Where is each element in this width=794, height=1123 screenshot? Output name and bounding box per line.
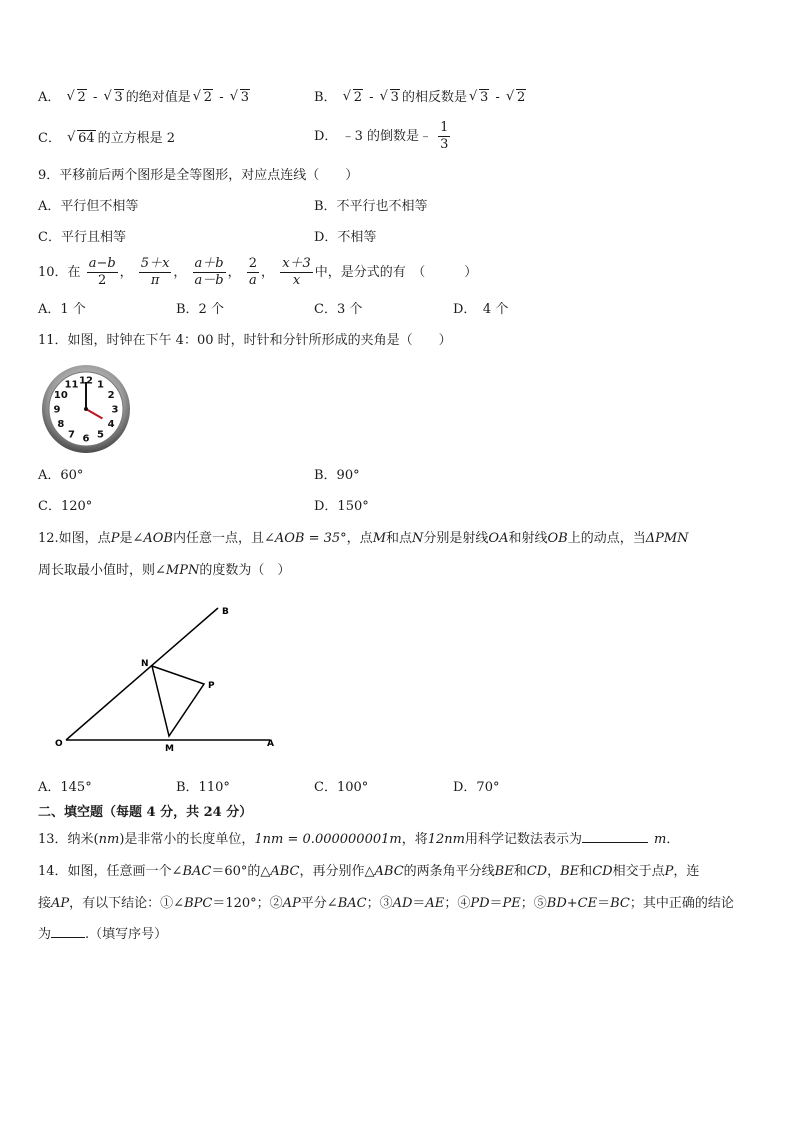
clock-figure [40, 363, 132, 455]
q8-option-a: A． √ 2 - √ 3 的绝对值是√ 2 - √ 3 [38, 88, 252, 108]
clock-number: 4 [107, 419, 115, 430]
option-label: A． [38, 90, 61, 105]
q12-option-b: B．110° [176, 780, 230, 795]
q10-option-a: A．1 个 [38, 302, 86, 317]
q14-line2: 接AP，有以下结论：①∠BPC＝120°；②AP平分∠BAC；③AD＝AE；④PD＝PE；⑤BD+CE＝BC；其中正确的结论 [38, 896, 734, 911]
label-a: A [267, 739, 274, 749]
sqrt-2: √ 2 [67, 88, 87, 108]
q14-line1: 14．如图，任意画一个∠BAC＝60°的△ABC，再分别作△ABC的两条角平分线BE和CD，BE和CD相交于点P，连 [38, 864, 700, 879]
q9-stem: 9．平移前后两个图形是全等图形，对应点连线（ ） [38, 168, 359, 183]
q12-stem-line2: 周长取最小值时，则∠MPN的度数为（ ） [38, 563, 291, 578]
q11-stem: 11．如图，时钟在下午 4：00 时，时针和分针所形成的夹角是（ ） [38, 333, 452, 348]
q9-option-b: B．不平行也不相等 [314, 199, 428, 214]
clock-number: 12 [79, 375, 93, 387]
fraction: $\frac{5+x}{\pi}$ [140, 256, 170, 288]
clock-number: 7 [68, 429, 75, 441]
q14-line3: 为 .（填写序号） [38, 927, 168, 942]
clock-number: 5 [97, 429, 104, 441]
answer-blank[interactable] [51, 937, 85, 938]
q9-option-a: A．平行但不相等 [38, 199, 139, 214]
q12-option-c: C．100° [314, 780, 369, 795]
clock-number: 8 [57, 419, 65, 430]
q8-option-c: C． √ 64 的立方根是 2 [38, 129, 175, 149]
answer-blank[interactable] [582, 842, 648, 843]
fraction: $\frac{2}{a}$ [248, 256, 258, 288]
q11-option-b: B．90° [314, 468, 360, 483]
section-title: 二、填空题（每题 4 分，共 24 分） [38, 805, 253, 820]
q13-stem: 13．纳米(nm)是非常小的长度单位，1nm = 0.000000001m，将12nm用科学记数法表示为 m． [38, 832, 680, 847]
q12-option-d: D．70° [453, 780, 500, 795]
clock-number: 9 [53, 404, 61, 416]
q12-option-a: A．145° [38, 780, 92, 795]
q10-option-d: D． 4 个 [453, 302, 509, 317]
q10-option-c: C．3 个 [314, 302, 363, 317]
triangle-pmn [152, 666, 204, 736]
label-o: O [55, 739, 63, 749]
sqrt-3: √ 3 [104, 88, 124, 108]
clock-number: 2 [107, 390, 115, 401]
clock-number: 1 [97, 379, 104, 391]
q9-option-c: C．平行且相等 [38, 230, 126, 245]
ray-ob [66, 608, 218, 740]
q10-option-b: B．2 个 [176, 302, 224, 317]
q8-option-d: D． ﹣3 的倒数是﹣ $\frac{1}{3}$ [314, 120, 449, 152]
fraction-one-third: $\frac{1}{3}$ [440, 120, 449, 152]
q11-option-c: C．120° [38, 499, 93, 514]
label-m: M [165, 744, 174, 752]
clock-center [84, 407, 88, 411]
fraction: $\frac{a-b}{2}$ [88, 256, 116, 288]
label-n: N [141, 659, 149, 669]
q8-option-b: B． √ 2 - √ 3 的相反数是√ 3 - √ 2 [314, 88, 528, 108]
angle-figure [48, 600, 288, 752]
clock-number: 11 [64, 379, 79, 391]
label-p: P [208, 681, 215, 691]
q11-option-a: A．60° [38, 468, 84, 483]
q11-option-d: D．150° [314, 499, 369, 514]
q12-stem-line1: 12.如图，点P是∠AOB内任意一点，且∠AOB = 35°，点M和点N分别是射线OA和射线OB上的动点，当ΔPMN [38, 531, 689, 546]
fraction: $\frac{x+3}{x}$ [282, 256, 311, 288]
clock-number: 3 [111, 404, 119, 416]
label-b: B [222, 607, 229, 617]
fraction: $\frac{a+b}{a-b}$ [194, 256, 224, 288]
q10-stem: 10．在 $\frac{a-b}{2}$ ， $\frac{5+x}{\pi}$ ， $\frac{a+b}{a-b}$ ， $\frac{2}{a}$ ， $\frac{x+3}{x}$ 中，是分式的有 （ ） [38, 256, 478, 288]
q9-option-d: D．不相等 [314, 230, 377, 245]
clock-number: 10 [53, 390, 68, 401]
clock-number: 6 [82, 433, 90, 445]
